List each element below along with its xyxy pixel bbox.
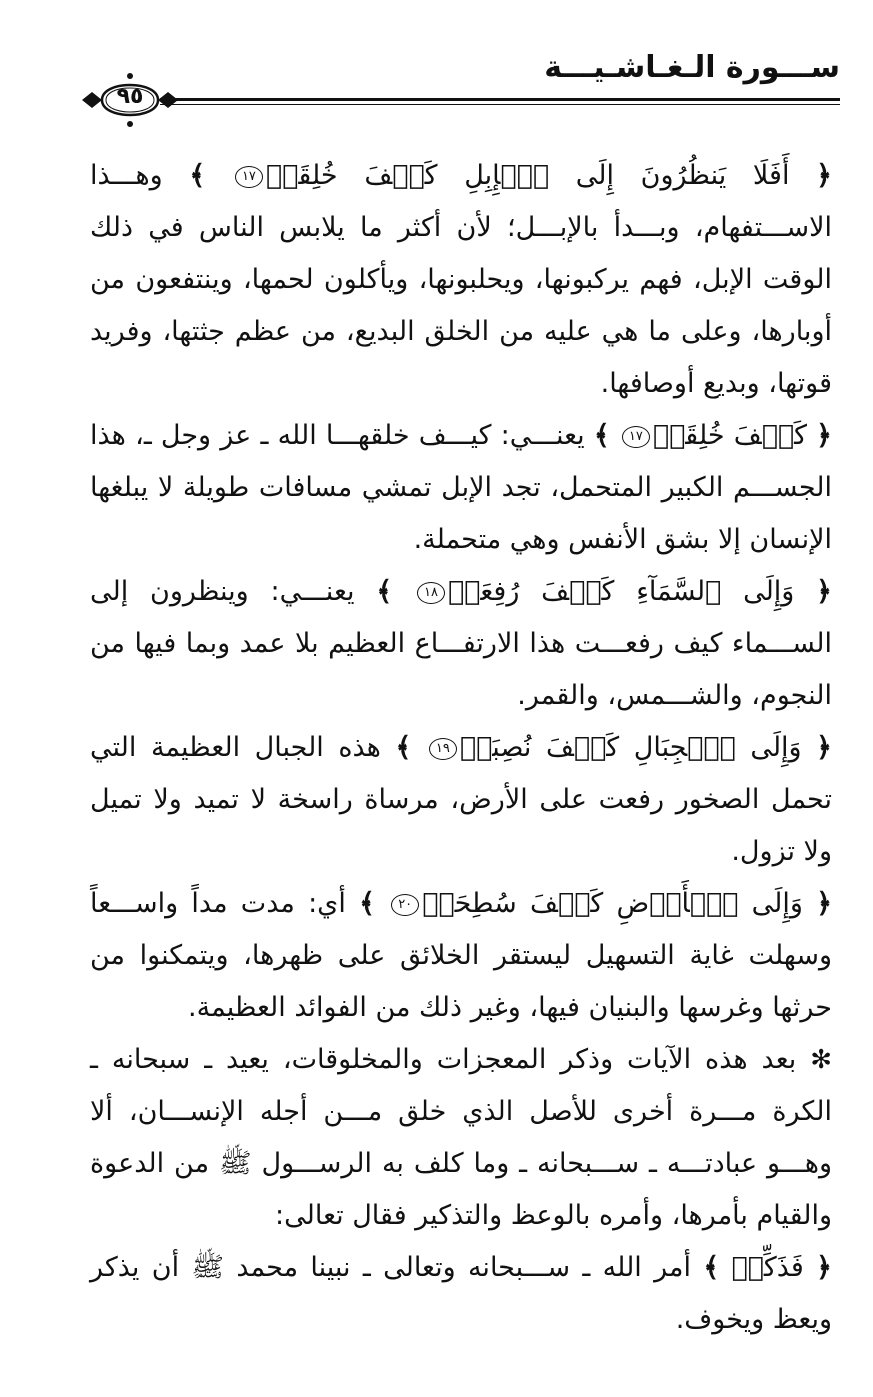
- asterisk-icon: ✻: [810, 1045, 833, 1075]
- quran-open-bracket-icon: ﴿: [816, 160, 832, 191]
- page-header: [80, 40, 840, 135]
- commentary-text: أمر الله ـ ســـبحانه وتعالى ـ نبينا محمد ﷺ أن يذكر ويعظ ويخوف.: [90, 1252, 832, 1335]
- paragraph: [90, 878, 832, 1034]
- quran-verse: فَذَكِّرۡ: [731, 1252, 804, 1283]
- paragraph: [90, 150, 832, 410]
- quran-verse: كَيۡفَ خُلِقَتۡ: [652, 420, 807, 451]
- quran-open-bracket-icon: ﴿: [816, 576, 832, 607]
- page-number-badge: [80, 70, 180, 130]
- quran-verse: وَإِلَى ٱلسَّمَآءِ كَيۡفَ رُفِعَتۡ: [447, 576, 795, 607]
- commentary-text: هذه الجبال العظيمة التي تحمل الصخور رفعت على الأرض، مرساة راسخة لا تميد ولا تميل ولا تزول.: [90, 732, 832, 867]
- surah-title: ســـورة الـغـاشـيـــة: [544, 50, 840, 85]
- header-rule-thick: [160, 98, 840, 101]
- paragraph: [90, 566, 832, 722]
- quran-verse: وَإِلَى ٱلۡأَرۡضِ كَيۡفَ سُطِحَتۡ: [422, 888, 803, 919]
- quran-open-bracket-icon: ﴿: [816, 732, 832, 763]
- quran-verse: وَإِلَى ٱلۡجِبَالِ كَيۡفَ نُصِبَتۡ: [459, 732, 802, 763]
- commentary-text: أي: مدت مداً واســـعاً وسهلت غاية التسهيل ليستقر الخلائق على ظهرها، ويتمكنوا من حرثها وغرسها والبنيان فيها، وغير ذلك من الفوائد العظيمة.: [90, 888, 832, 1023]
- paragraph: [90, 1242, 832, 1346]
- commentary-text: يعنـــي: كيـــف خلقهـــا الله ـ عز وجل ـ، هذا الجســـم الكبير المتحمل، تجد الإبل تمشي مسافات طويلة لا يبلغها الإنسان إلا بشق الأنفس وهي متحملة.: [90, 420, 832, 555]
- quran-open-bracket-icon: ﴿: [816, 888, 833, 919]
- quran-verse: أَفَلَا يَنظُرُونَ إِلَى ٱلۡإِبِلِ كَيۡفَ خُلِقَتۡ: [265, 160, 790, 191]
- quran-close-bracket-icon: ﴾: [703, 1252, 720, 1283]
- ayah-number: ١٧: [235, 166, 263, 188]
- ayah-number: ١٨: [417, 582, 445, 604]
- ayah-number: ١٩: [429, 738, 457, 760]
- page-body: [90, 150, 832, 1346]
- quran-close-bracket-icon: ﴾: [359, 888, 375, 919]
- paragraph: [90, 1034, 832, 1242]
- quran-close-bracket-icon: ﴾: [395, 732, 412, 763]
- page-number: ٩٥: [116, 84, 144, 109]
- ayah-number: ١٧: [622, 426, 650, 448]
- header-rule-thin: [160, 104, 840, 105]
- quran-close-bracket-icon: ﴾: [376, 576, 393, 607]
- paragraph: [90, 410, 832, 566]
- quran-open-bracket-icon: ﴿: [816, 420, 832, 451]
- quran-close-bracket-icon: ﴾: [189, 160, 206, 191]
- quran-open-bracket-icon: ﴿: [816, 1252, 832, 1283]
- paragraph: [90, 722, 832, 878]
- ayah-number: ٢٠: [391, 894, 419, 916]
- quran-close-bracket-icon: ﴾: [593, 420, 610, 451]
- commentary-text: بعد هذه الآيات وذكر المعجزات والمخلوقات، يعيد ـ سبحانه ـ الكرة مـــرة أخرى للأصل الذي خلق مـــن أجله الإنســـان، ألا وهـــو عبادتـــه ـ ســـبحانه ـ وما كلف به الرســـول ﷺ من الدعوة والقيام بأمرها، وأمره بالوعظ والتذكير فقال تعالى:: [90, 1044, 832, 1231]
- commentary-text: وهـــذا الاســـتفهام، وبـــدأ بالإبـــل؛ لأن أكثر ما يلابس الناس في ذلك الوقت الإبل، فهم يركبونها، ويحلبونها، ويأكلون لحمها، وينتفعون من أوبارها، وعلى ما هي عليه من الخلق البديع، من عظم جثتها، وفريد قوتها، وبديع أوصافها.: [90, 160, 832, 399]
- commentary-text: يعنـــي: وينظرون إلى الســـماء كيف رفعـــت هذا الارتفـــاع العظيم بلا عمد وبما فيها من النجوم، والشـــمس، والقمر.: [90, 576, 832, 711]
